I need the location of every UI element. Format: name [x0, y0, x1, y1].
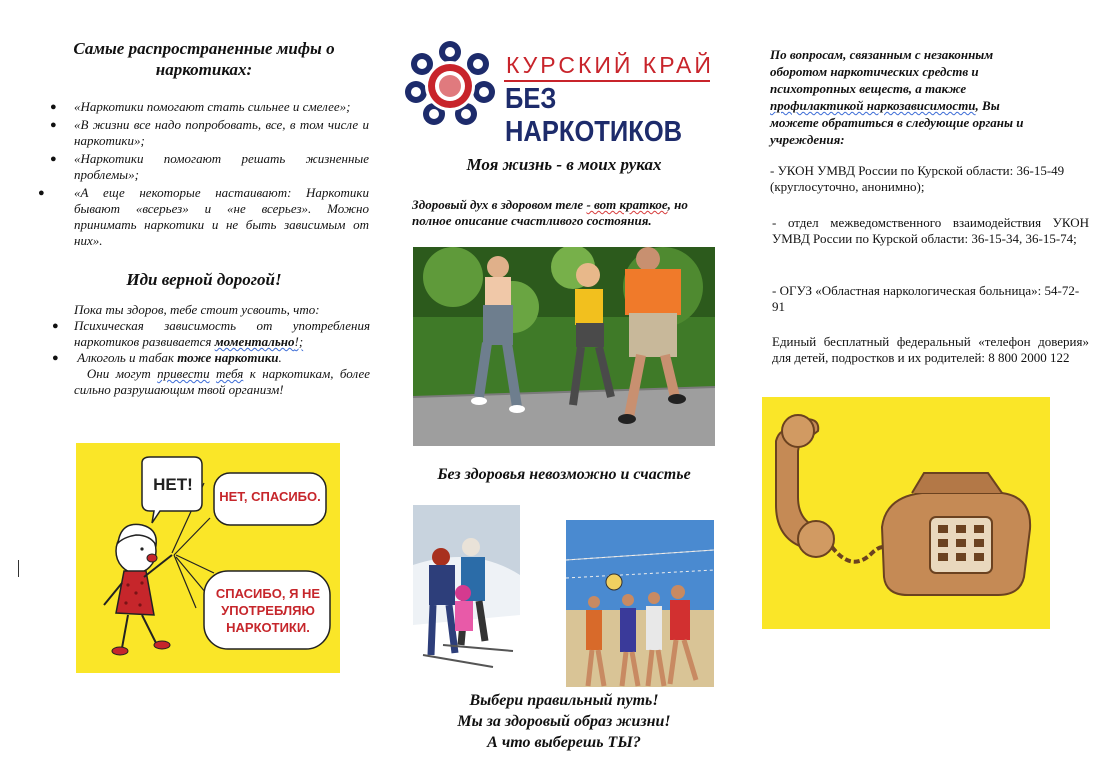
intro-text: Пока ты здоров, тебе стоит усвоить, что: — [74, 302, 320, 317]
left-column — [34, 38, 374, 398]
contact-3: - ОГУЗ «Областная наркологическая больница»: 54-72-91 — [772, 283, 1080, 314]
fact-item: ● Психическая зависимость от употребления наркотиков развивается моментально!; — [52, 318, 370, 349]
myths-list — [34, 99, 369, 249]
motto: Моя жизнь - в моих руках — [466, 155, 662, 174]
ski-family-photo — [413, 505, 520, 669]
facts — [52, 302, 371, 398]
logo — [404, 40, 716, 148]
no-health-title: Без здоровья невозможно и счастье — [437, 466, 691, 483]
health-quote: Здоровый дух в здоровом теле - вот краткое, но полное описание счастливого состояния. — [412, 197, 688, 228]
bubble-thanks: НЕТ, СПАСИБО. — [219, 489, 321, 504]
logo-divider — [504, 80, 710, 82]
text-cursor — [18, 560, 19, 577]
logo-line1: КУРСКИЙ КРАЙ — [506, 52, 714, 78]
volleyball-photo — [566, 520, 714, 687]
list-item: ● «В жизни все надо попробовать, все, в том числе и наркотики»; — [50, 117, 369, 148]
list-item: ● «А еще некоторые настаивают: Наркотики бывают «всерьез» и «не всерьез». Можно принимать наркотики и не быть зависимым от них». — [38, 185, 369, 248]
closing-slogans — [404, 690, 724, 753]
list-item: ● «Наркотики помогают решать жизненные проблемы»; — [50, 151, 369, 182]
flower-logo-icon — [404, 40, 496, 126]
fact-item: ● Алкоголь и табак тоже наркотики. — [52, 350, 282, 365]
bubble-no: НЕТ! — [153, 475, 193, 494]
fact-item: Они могут привести тебя к наркотикам, более сильно разрушающим твой организм! — [74, 366, 371, 397]
telephone-panel — [762, 397, 1050, 629]
closing-line: Мы за здоровый образ жизни! — [457, 713, 671, 730]
telephone-icon — [762, 397, 1050, 629]
cartoon-illustration — [76, 443, 340, 673]
closing-line: А что выберешь ТЫ? — [487, 734, 641, 751]
right-way-title: Иди верной дорогой! — [126, 270, 282, 289]
contact-1: - УКОН УМВД России по Курской области: 36-15-49 (круглосуточно, анонимно); — [770, 163, 1065, 194]
running-family-photo — [413, 247, 715, 446]
bubble-dont-use: СПАСИБО, Я НЕ УПОТРЕБЛЯЮ НАРКОТИКИ. — [215, 586, 321, 635]
closing-line: Выбери правильный путь! — [469, 692, 659, 709]
hotline: Единый бесплатный федеральный «телефон доверия» для детей, подростков и их родителей: 8 800 2000 122 — [772, 334, 1089, 365]
right-intro: По вопросам, связанным с незаконным оборотом наркотических средств и психотропных веществ, а также профилактикой наркозависимости, Вы можете обратиться в следующие органы и учреждения: — [770, 47, 1024, 147]
contact-2: - отдел межведомственного взаимодействия УКОН УМВД России по Курской области: 36-15-34, 36-15-74; — [772, 215, 1089, 246]
logo-line2: БЕЗ НАРКОТИКОВ — [505, 83, 683, 148]
cartoon-panel — [76, 443, 340, 673]
list-item: ● «Наркотики помогают стать сильнее и смелее»; — [50, 99, 351, 114]
myths-title: Самые распространенные мифы о наркотиках: — [73, 39, 335, 79]
